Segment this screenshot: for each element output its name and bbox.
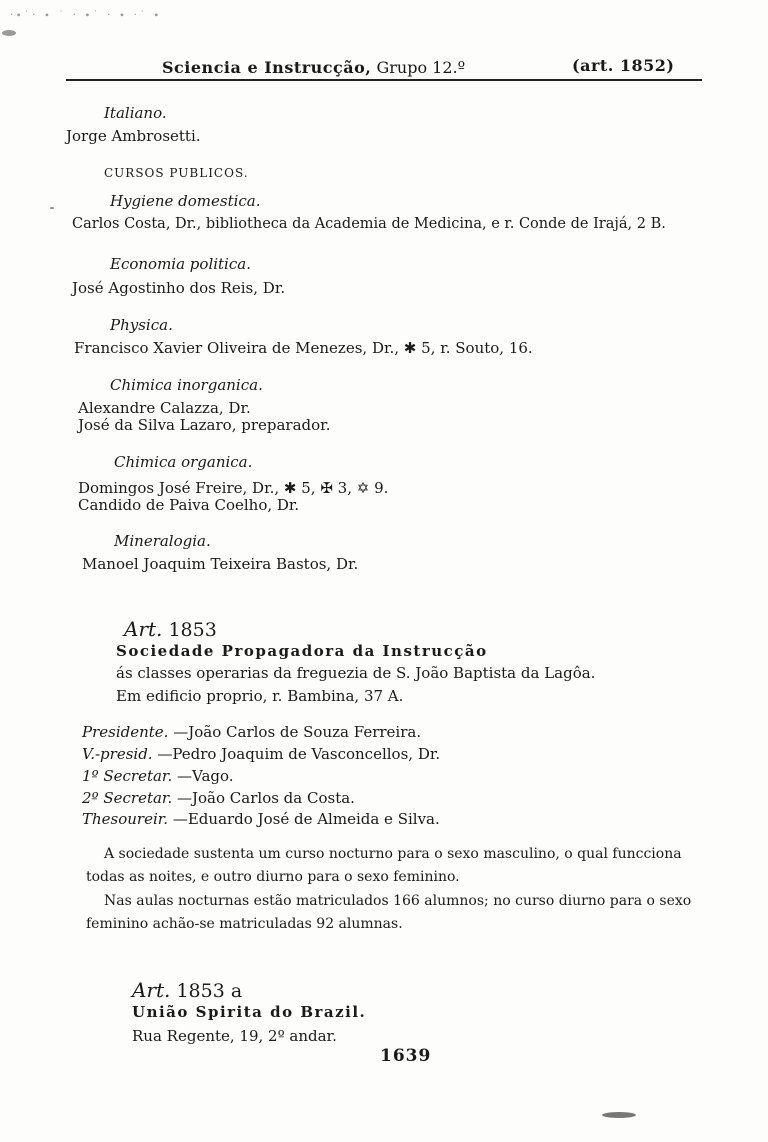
society-title: União Spirita do Brazil. <box>132 1003 367 1021</box>
officer-row <box>82 810 440 828</box>
page-number: 1639 <box>380 1046 432 1066</box>
officer-row <box>82 789 355 807</box>
officer-role: Presidente. <box>82 723 169 741</box>
header-rule <box>66 79 702 81</box>
section-heading: Chimica inorganica. <box>110 376 263 394</box>
officer-role: 1º Secretar. <box>82 767 173 785</box>
officer-row <box>82 767 234 785</box>
entry-line: José da Silva Lazaro, preparador. <box>78 416 331 434</box>
society-address: Em edificio proprio, r. Bambina, 37 A. <box>116 687 404 705</box>
section-heading: Chimica organica. <box>114 453 253 471</box>
article-number <box>124 617 217 641</box>
entry-line: José Agostinho dos Reis, Dr. <box>72 279 286 297</box>
header-art-ref: (art. 1852) <box>572 56 675 75</box>
section-heading: Economia politica. <box>110 255 251 273</box>
running-header <box>162 58 465 77</box>
section-heading: Mineralogia. <box>114 532 211 550</box>
entry-line: Carlos Costa, Dr., bibliotheca da Academia de Medicina, e r. Conde de Irajá, 2 B. <box>72 216 666 232</box>
article-label: Art. <box>124 617 163 641</box>
article-num: 1853 a <box>176 980 243 1002</box>
paragraph-line: feminino achão-se matriculadas 92 alumnas. <box>86 916 403 932</box>
entry-line: Manoel Joaquim Teixeira Bastos, Dr. <box>82 555 359 573</box>
paragraph-line: Nas aulas nocturnas estão matriculados 166 alumnos; no curso diurno para o sexo <box>104 893 692 909</box>
article-label: Art. <box>132 978 171 1002</box>
header-title: Sciencia e Instrucção, <box>162 58 372 77</box>
officer-role: 2º Secretar. <box>82 789 173 807</box>
society-title: Sociedade Propagadora da Instrucção <box>116 642 488 660</box>
officer-row <box>82 745 440 763</box>
officer-name: —João Carlos de Souza Ferreira. <box>173 723 422 741</box>
entry-line: Candido de Paiva Coelho, Dr. <box>78 496 300 514</box>
scan-noise: ·∙˙· ∙ ˙ · ∙˙ · ∙ ·˙ ∙ <box>10 10 162 21</box>
officer-row <box>82 723 421 741</box>
header-group: Grupo 12.º <box>376 58 466 77</box>
officer-name: —Vago. <box>177 767 234 785</box>
officer-name: —Pedro Joaquim de Vasconcellos, Dr. <box>157 745 441 763</box>
officer-role: V.-presid. <box>82 745 153 763</box>
article-num: 1853 <box>168 619 217 641</box>
society-address: Rua Regente, 19, 2º andar. <box>132 1027 337 1045</box>
entry-line: Jorge Ambrosetti. <box>66 127 201 145</box>
officer-name: —Eduardo José de Almeida e Silva. <box>172 810 440 828</box>
section-heading: Hygiene domestica. <box>110 192 261 210</box>
entry-line: Domingos José Freire, Dr., ✱ 5, ✠ 3, ✡ 9. <box>78 479 389 497</box>
section-heading-italiano: Italiano. <box>104 104 167 122</box>
society-subtitle: ás classes operarias da freguezia de S. João Baptista da Lagôa. <box>116 664 596 682</box>
entry-line: Francisco Xavier Oliveira de Menezes, Dr., ✱ 5, r. Souto, 16. <box>74 339 533 357</box>
scan-speck <box>602 1112 636 1118</box>
scan-speck <box>50 207 54 209</box>
cursos-heading: CURSOS PUBLICOS. <box>104 166 249 180</box>
entry-line: Alexandre Calazza, Dr. <box>78 399 251 417</box>
section-heading: Physica. <box>110 316 173 334</box>
paragraph-line: todas as noites, e outro diurno para o sexo feminino. <box>86 869 460 885</box>
officer-role: Thesoureir. <box>82 810 169 828</box>
scan-speck <box>2 30 16 36</box>
article-number <box>132 978 242 1002</box>
officer-name: —João Carlos da Costa. <box>177 789 355 807</box>
paragraph-line: A sociedade sustenta um curso nocturno para o sexo masculino, o qual funcciona <box>104 846 682 862</box>
